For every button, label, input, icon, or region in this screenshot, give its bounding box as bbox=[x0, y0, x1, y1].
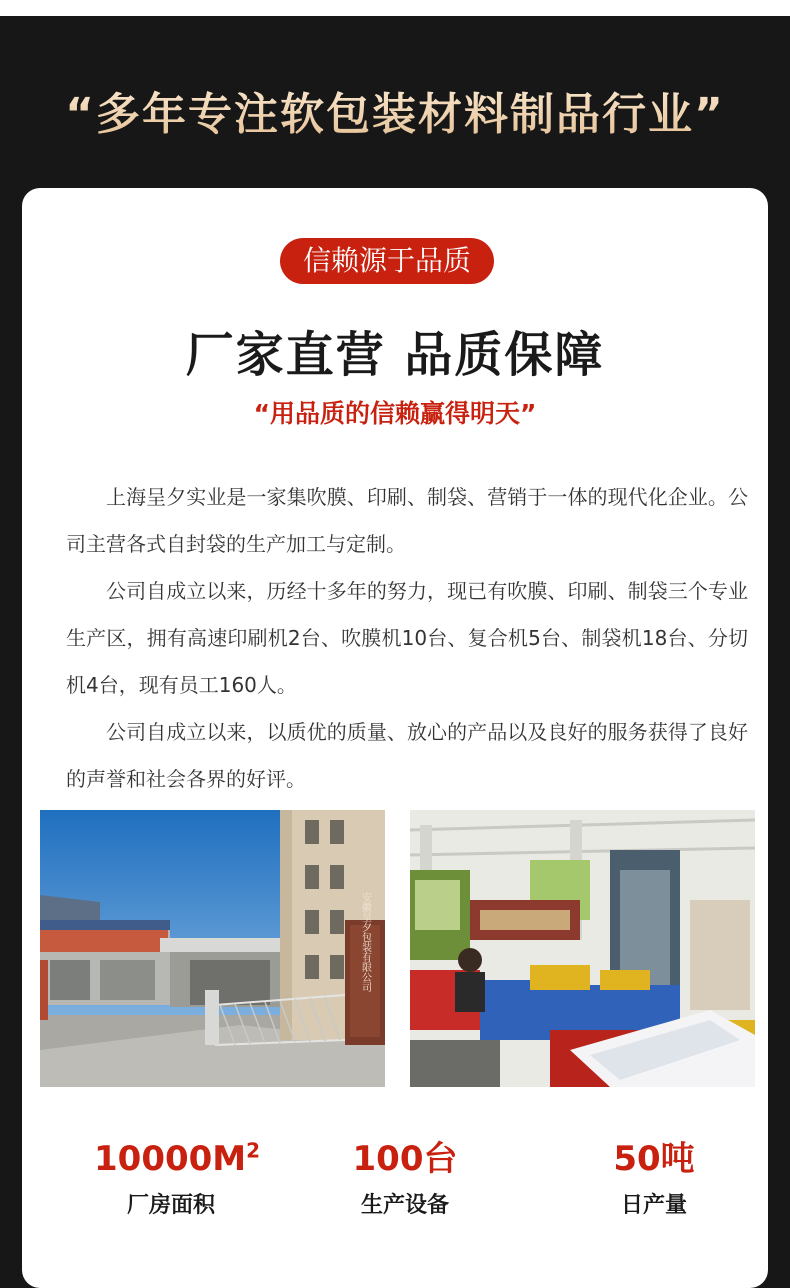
main-title: 厂家直营 品质保障 bbox=[185, 327, 605, 383]
stat-label: 日产量 bbox=[620, 1193, 687, 1218]
top-white-strip bbox=[0, 0, 790, 16]
content-card bbox=[22, 188, 768, 1288]
stat-label: 生产设备 bbox=[360, 1193, 449, 1218]
intro-paragraph: 公司自成立以来，历经十多年的努力，现已有吹膜、印刷、制袋三个专业生产区，拥有高速印刷机2台、吹膜机10台、复合机5台、制袋机18台、分切机4台，现有员工160人。 bbox=[66, 579, 748, 697]
factory-sign-text: 安徽呈夕包装有限公司 bbox=[359, 892, 371, 992]
slogan: “用品质的信赖赢得明天” bbox=[253, 399, 537, 428]
stat-factory-area bbox=[94, 1138, 261, 1219]
stat-label: 厂房面积 bbox=[126, 1193, 215, 1218]
factory-exterior-photo bbox=[40, 810, 385, 1087]
quality-badge: 信赖源于品质 bbox=[280, 238, 494, 284]
intro-paragraph: 上海呈夕实业是一家集吹膜、印刷、制袋、营销于一体的现代化企业。公司主营各式自封袋的生产加工与定制。 bbox=[66, 485, 748, 556]
intro-paragraph: 公司自成立以来，以质优的质量、放心的产品以及良好的服务获得了良好的声誉和社会各界的好评。 bbox=[66, 720, 748, 791]
headline: “多年专注软包装材料制品行业” bbox=[0, 78, 790, 142]
company-intro bbox=[66, 474, 748, 803]
stat-daily-output bbox=[594, 1138, 714, 1219]
stats-row bbox=[22, 1138, 768, 1228]
stat-value: $10000M^2$ bbox=[94, 1138, 261, 1179]
stat-equipment bbox=[340, 1138, 470, 1219]
stat-value: 50吨 bbox=[613, 1139, 695, 1179]
stat-value: 100台 bbox=[352, 1139, 458, 1179]
factory-interior-photo bbox=[410, 810, 755, 1087]
